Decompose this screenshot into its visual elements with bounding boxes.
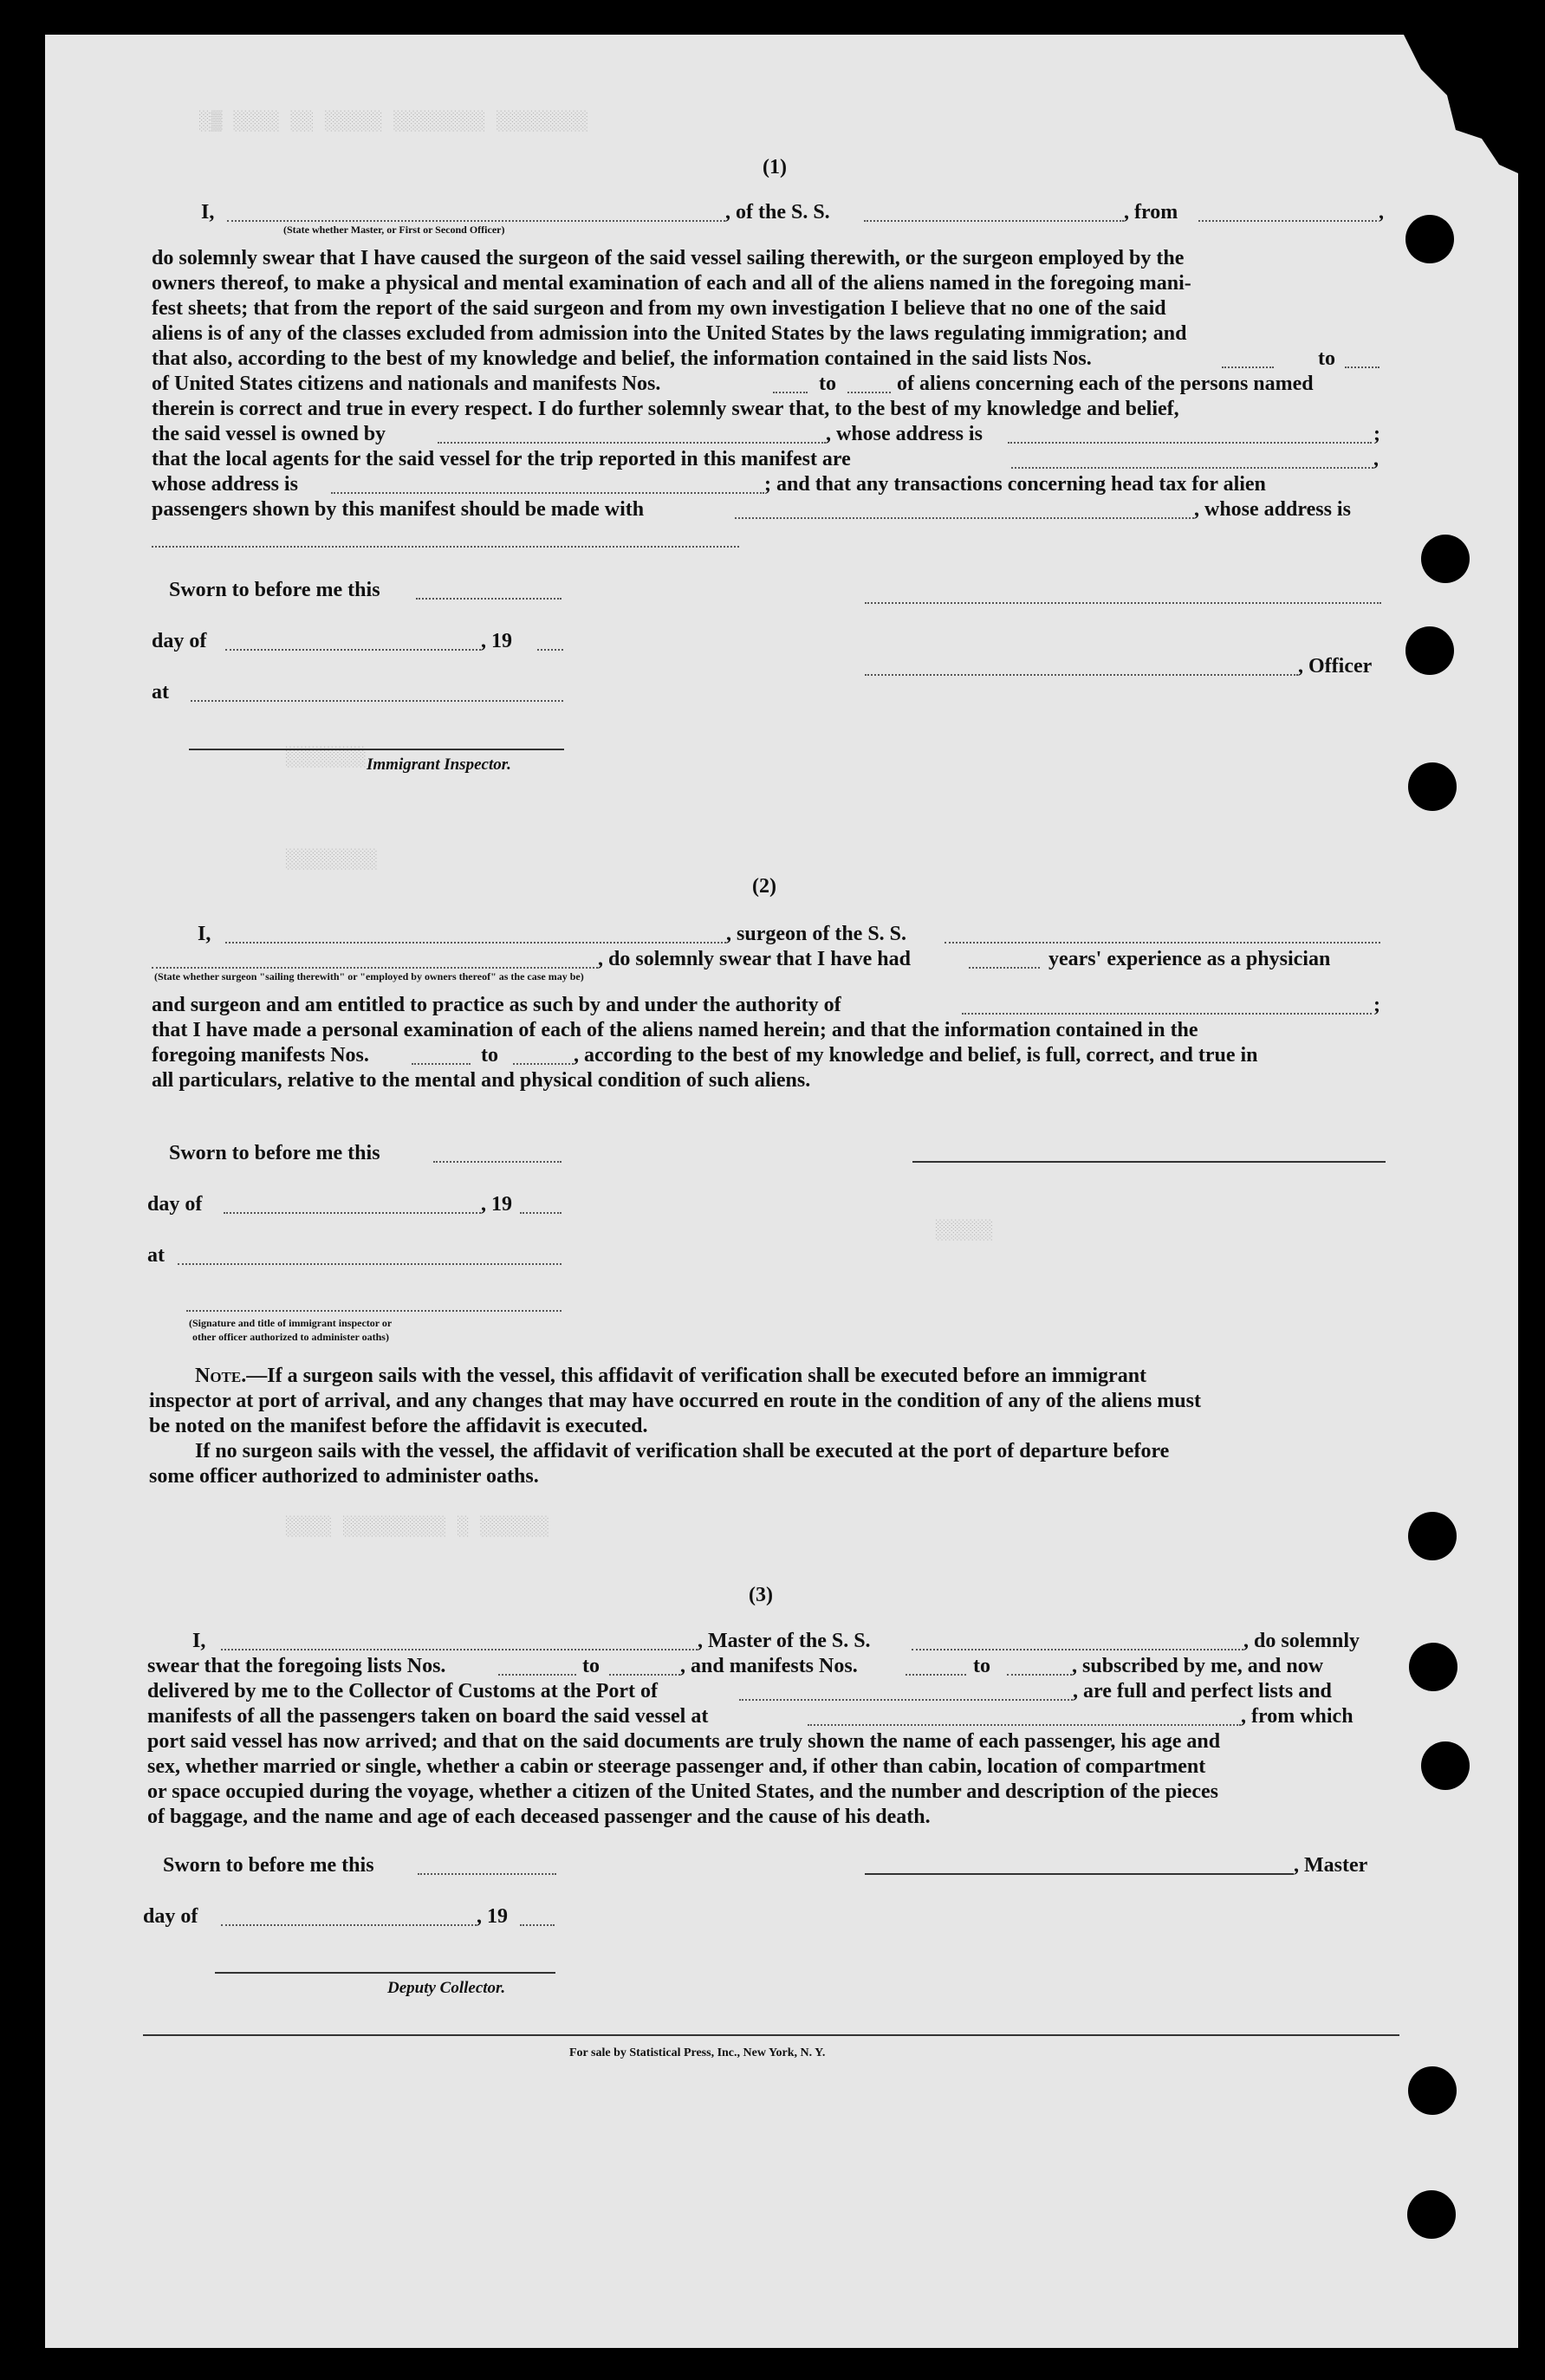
punch-hole: [1405, 626, 1454, 675]
field-caption: (State whether Master, or First or Second Officer): [283, 224, 505, 236]
oath-text: passengers shown by this manifest should be made with: [152, 498, 645, 521]
sworn-date-field[interactable]: [433, 1161, 562, 1163]
oath-text: to: [819, 373, 836, 395]
surgeon-name-field[interactable]: [225, 942, 726, 944]
oath-text: I,: [192, 1630, 206, 1652]
oath-text: , do solemnly: [1243, 1630, 1360, 1652]
oath-text: fest sheets; that from the report of the said surgeon and from my own investigation I believe that no one of the said: [152, 297, 1166, 320]
vessel-name-field[interactable]: [912, 1649, 1243, 1650]
bleed-through-text: ░▒ ░░░░ ░░ ░░░░░ ░░░░░░░░ ░░░░░░░░: [199, 111, 588, 133]
departure-port-field[interactable]: [808, 1724, 1241, 1726]
signature-caption: other officer authorized to administer oaths): [192, 1331, 389, 1343]
oath-text: the said vessel is owned by: [152, 423, 386, 445]
punch-hole: [1421, 1741, 1470, 1790]
bleed-through-text: ░░░░░░░: [286, 747, 367, 768]
at-label: at: [147, 1244, 165, 1267]
oath-text: , whose address is: [826, 423, 983, 445]
oath-text: of United States citizens and nationals and manifests Nos.: [152, 373, 661, 395]
oath-text: ;: [1373, 994, 1380, 1016]
oath-text: and surgeon and am entitled to practice as such by and under the authority of: [152, 994, 841, 1016]
owner-field[interactable]: [438, 442, 826, 444]
oath-text: ;: [1373, 423, 1380, 445]
sworn-date-field[interactable]: [418, 1873, 556, 1875]
oath-text: , are full and perfect lists and: [1073, 1680, 1332, 1702]
authority-field[interactable]: [962, 1013, 1372, 1015]
punch-hole: [1408, 1512, 1457, 1560]
inspector-signature-line[interactable]: [189, 749, 564, 750]
signature-caption: Deputy Collector.: [387, 1979, 506, 1997]
punch-hole: [1409, 1643, 1457, 1691]
oath-text: ,: [1373, 448, 1379, 470]
place-field[interactable]: [178, 1263, 562, 1265]
oath-text: aliens is of any of the classes excluded from admission into the United States by the laws regulating immigration; and: [152, 322, 1187, 345]
oath-text: all particulars, relative to the mental and physical condition of such aliens.: [152, 1069, 811, 1092]
inspector-signature-line[interactable]: [186, 1310, 562, 1312]
local-agents-field[interactable]: [1011, 467, 1373, 469]
customs-port-field[interactable]: [739, 1699, 1073, 1701]
oath-text: of aliens concerning each of the persons named: [897, 373, 1314, 395]
oath-text: do solemnly swear that I have caused the surgeon of the said vessel sailing therewith, or the surgeon employed by the: [152, 247, 1185, 269]
section-number: (2): [752, 875, 776, 898]
footer-rule: [143, 2034, 1399, 2036]
officer-name-field[interactable]: [227, 220, 725, 222]
port-from-field[interactable]: [1198, 220, 1377, 222]
printer-credit: For sale by Statistical Press, Inc., New York, N. Y.: [569, 2046, 826, 2059]
punch-hole: [1408, 2066, 1457, 2115]
note-text: [195, 1365, 1146, 1388]
note-text: be noted on the manifest before the affidavit is executed.: [149, 1415, 648, 1437]
oath-text: to: [582, 1655, 600, 1677]
oath-text: that also, according to the best of my knowledge and belief, the information contained in the said lists Nos.: [152, 347, 1092, 370]
year-field[interactable]: [520, 1924, 555, 1926]
manifest-no-to-field[interactable]: [847, 392, 891, 393]
oath-text: that the local agents for the said vessel for the trip reported in this manifest are: [152, 448, 851, 470]
day-of-label: day of: [152, 630, 207, 652]
note-line: —If a surgeon sails with the vessel, this affidavit of verification shall be executed before an immigrant: [246, 1365, 1147, 1387]
officer-label: , Officer: [1298, 655, 1373, 678]
owner-address-field[interactable]: [1008, 442, 1372, 444]
at-label: at: [152, 681, 169, 704]
oath-text: to: [973, 1655, 990, 1677]
agent-address-field[interactable]: [331, 492, 764, 494]
oath-text: years' experience as a physician: [1048, 948, 1331, 970]
punch-hole: [1405, 215, 1454, 263]
day-of-label: day of: [147, 1193, 203, 1216]
manifest-no-from-field[interactable]: [412, 1063, 471, 1065]
surgeon-signature-line[interactable]: [912, 1161, 1386, 1163]
oath-text: , from which: [1241, 1705, 1353, 1728]
month-field[interactable]: [221, 1924, 477, 1926]
note-text: inspector at port of arrival, and any changes that may have occurred en route in the condition of any of the aliens must: [149, 1390, 1201, 1412]
surgeon-status-field[interactable]: [152, 967, 598, 969]
sworn-date-field[interactable]: [416, 598, 562, 600]
section-number: (3): [749, 1584, 773, 1606]
oath-text: , according to the best of my knowledge and belief, is full, correct, and true in: [574, 1044, 1258, 1067]
manifest-no-from-field[interactable]: [773, 392, 808, 393]
punch-hole: [1407, 2190, 1456, 2239]
manifest-no-to-field[interactable]: [1007, 1674, 1072, 1676]
torn-corner: [1352, 35, 1518, 173]
note-text: If no surgeon sails with the vessel, the affidavit of verification shall be executed at the port of departure before: [195, 1440, 1170, 1462]
sworn-label: Sworn to before me this: [169, 1142, 380, 1164]
bleed-through-text: ░░░░░░░░: [286, 849, 378, 871]
master-label: , Master: [1294, 1854, 1368, 1877]
year-field[interactable]: [537, 649, 563, 651]
punch-hole: [1421, 535, 1470, 583]
oath-text: sex, whether married or single, whether a cabin or steerage passenger and, if other than cabin, location of compartment: [147, 1755, 1206, 1778]
bleed-through-text: ░░░░ ░░░░░░░░░ ░ ░░░░░░: [286, 1516, 549, 1538]
manifest-no-to-field[interactable]: [513, 1063, 574, 1065]
oath-text: of baggage, and the name and age of each deceased passenger and the cause of his death.: [147, 1806, 931, 1828]
oath-text: or space occupied during the voyage, whether a citizen of the United States, and the number and description of the pieces: [147, 1780, 1218, 1803]
oath-text: , do solemnly swear that I have had: [598, 948, 911, 970]
oath-text: ; and that any transactions concerning head tax for alien: [764, 473, 1266, 496]
punch-hole: [1408, 762, 1457, 811]
sworn-label: Sworn to before me this: [163, 1854, 374, 1877]
oath-text: manifests of all the passengers taken on board the said vessel at: [147, 1705, 709, 1728]
oath-text: , and manifests Nos.: [680, 1655, 858, 1677]
oath-text: to: [1318, 347, 1335, 370]
bleed-through-text: ░░░░░: [936, 1220, 994, 1242]
oath-text: foregoing manifests Nos.: [152, 1044, 369, 1067]
oath-text: , of the S. S.: [725, 201, 830, 224]
master-signature-line[interactable]: [865, 1873, 1294, 1875]
year-label: , 19: [477, 1905, 508, 1928]
signature-caption: Immigrant Inspector.: [367, 756, 511, 774]
oath-text: , Master of the S. S.: [698, 1630, 871, 1652]
oath-text: swear that the foregoing lists Nos.: [147, 1655, 446, 1677]
master-name-field[interactable]: [221, 1649, 698, 1650]
head-tax-contact-field[interactable]: [735, 517, 1194, 519]
oath-text: I,: [198, 923, 211, 945]
oath-text: to: [481, 1044, 498, 1067]
oath-text: , surgeon of the S. S.: [726, 923, 907, 945]
oath-text: I,: [201, 201, 215, 224]
oath-text: therein is correct and true in every respect. I do further solemnly swear that, to the best of my knowledge and belief,: [152, 398, 1179, 420]
year-label: , 19: [481, 630, 512, 652]
oath-text: , whose address is: [1194, 498, 1351, 521]
vessel-name-field[interactable]: [945, 942, 1380, 944]
month-field[interactable]: [224, 1212, 481, 1214]
manifest-no-from-field[interactable]: [906, 1674, 966, 1676]
oath-text: that I have made a personal examination of each of the aliens named herein; and that the information contained in the: [152, 1019, 1198, 1041]
oath-text: port said vessel has now arrived; and that on the said documents are truly shown the name of each passenger, his age and: [147, 1730, 1221, 1753]
list-no-from-field[interactable]: [498, 1674, 576, 1676]
signature-caption: (Signature and title of immigrant inspector or: [189, 1317, 393, 1329]
sworn-label: Sworn to before me this: [169, 579, 380, 601]
list-no-to-field[interactable]: [609, 1674, 680, 1676]
year-field[interactable]: [520, 1212, 562, 1214]
oath-text: , subscribed by me, and now: [1072, 1655, 1324, 1677]
oath-text: owners thereof, to make a physical and mental examination of each and all of the aliens named in the foregoing mani-: [152, 272, 1191, 295]
oath-text: delivered by me to the Collector of Customs at the Port of: [147, 1680, 658, 1702]
field-caption: (State whether surgeon "sailing therewith" or "employed by owners thereof" as the case may be): [154, 970, 584, 982]
note-label: Note.: [195, 1365, 247, 1387]
list-no-from-field[interactable]: [1222, 366, 1274, 368]
note-text: some officer authorized to administer oaths.: [149, 1465, 539, 1488]
collector-signature-line[interactable]: [215, 1972, 555, 1974]
place-field[interactable]: [191, 700, 563, 702]
day-of-label: day of: [143, 1905, 198, 1928]
oath-text: ,: [1379, 201, 1384, 224]
head-tax-address-field[interactable]: [152, 546, 739, 548]
years-experience-field[interactable]: [969, 967, 1040, 969]
year-label: , 19: [481, 1193, 512, 1216]
oath-text: whose address is: [152, 473, 298, 496]
section-number: (1): [763, 156, 787, 178]
list-no-to-field[interactable]: [1345, 366, 1379, 368]
officer-signature-line[interactable]: [865, 602, 1381, 604]
oath-text: , from: [1124, 201, 1178, 224]
month-field[interactable]: [225, 649, 481, 651]
officer-title-line[interactable]: [865, 674, 1298, 676]
vessel-name-field[interactable]: [864, 220, 1124, 222]
